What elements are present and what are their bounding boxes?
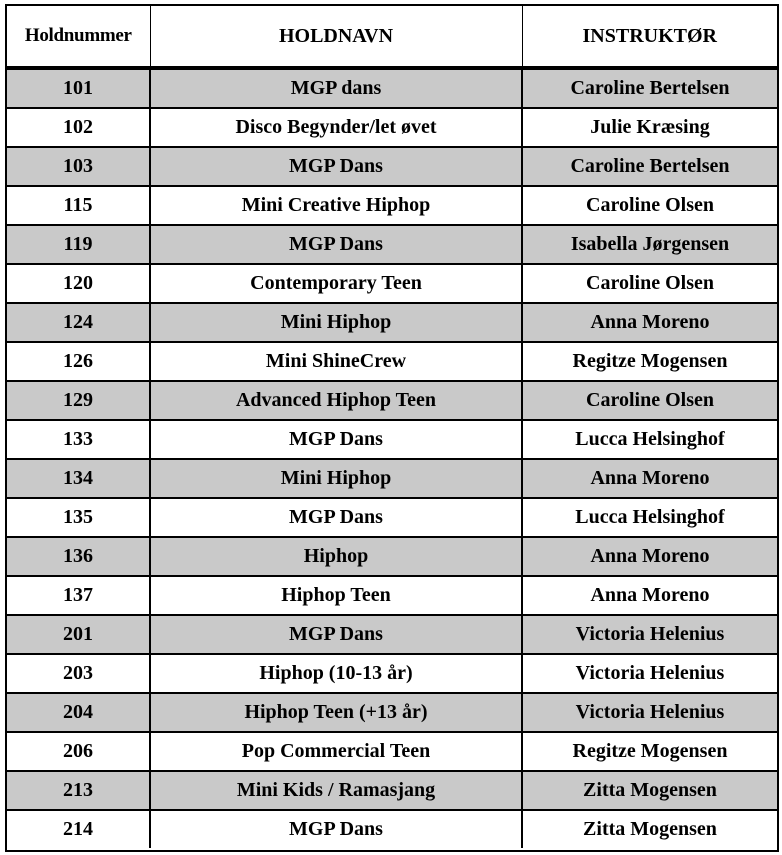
cell-instruktor: Lucca Helsinghof [522, 420, 777, 459]
cell-holdnavn: MGP Dans [150, 810, 522, 848]
table-row [7, 108, 777, 147]
cell-holdnavn: MGP Dans [150, 225, 522, 264]
table-row [7, 810, 777, 848]
cell-instruktor: Caroline Bertelsen [522, 147, 777, 186]
cell-holdnavn: Contemporary Teen [150, 264, 522, 303]
cell-holdnavn: Hiphop Teen (+13 år) [150, 693, 522, 732]
cell-holdnummer: 119 [7, 225, 150, 264]
cell-holdnavn: MGP dans [150, 68, 522, 108]
cell-instruktor: Anna Moreno [522, 576, 777, 615]
cell-holdnavn: Hiphop (10-13 år) [150, 654, 522, 693]
table-row [7, 654, 777, 693]
class-table-frame [5, 4, 779, 852]
table-row [7, 68, 777, 108]
table-row [7, 381, 777, 420]
cell-holdnummer: 115 [7, 186, 150, 225]
cell-holdnummer: 136 [7, 537, 150, 576]
cell-holdnavn: Mini Hiphop [150, 303, 522, 342]
cell-instruktor: Anna Moreno [522, 459, 777, 498]
table-row [7, 771, 777, 810]
cell-instruktor: Zitta Mogensen [522, 810, 777, 848]
cell-holdnummer: 213 [7, 771, 150, 810]
cell-instruktor: Lucca Helsinghof [522, 498, 777, 537]
table-row [7, 225, 777, 264]
cell-holdnavn: MGP Dans [150, 498, 522, 537]
cell-holdnummer: 133 [7, 420, 150, 459]
cell-holdnummer: 103 [7, 147, 150, 186]
cell-holdnummer: 134 [7, 459, 150, 498]
cell-holdnummer: 206 [7, 732, 150, 771]
cell-instruktor: Caroline Olsen [522, 381, 777, 420]
cell-holdnummer: 129 [7, 381, 150, 420]
table-row [7, 147, 777, 186]
cell-holdnummer: 124 [7, 303, 150, 342]
cell-holdnummer: 137 [7, 576, 150, 615]
cell-holdnavn: Hiphop Teen [150, 576, 522, 615]
cell-holdnavn: MGP Dans [150, 147, 522, 186]
cell-instruktor: Regitze Mogensen [522, 732, 777, 771]
cell-holdnavn: Disco Begynder/let øvet [150, 108, 522, 147]
table-row [7, 576, 777, 615]
cell-holdnavn: Pop Commercial Teen [150, 732, 522, 771]
cell-instruktor: Anna Moreno [522, 537, 777, 576]
cell-holdnavn: Hiphop [150, 537, 522, 576]
table-row [7, 420, 777, 459]
table-body [7, 68, 777, 848]
header-holdnavn: HOLDNAVN [150, 6, 522, 68]
cell-holdnummer: 120 [7, 264, 150, 303]
table-row [7, 498, 777, 537]
cell-instruktor: Caroline Bertelsen [522, 68, 777, 108]
cell-instruktor: Isabella Jørgensen [522, 225, 777, 264]
cell-holdnummer: 102 [7, 108, 150, 147]
class-table [7, 6, 777, 848]
cell-holdnavn: Mini Hiphop [150, 459, 522, 498]
cell-holdnavn: MGP Dans [150, 420, 522, 459]
table-row [7, 732, 777, 771]
cell-instruktor: Victoria Helenius [522, 654, 777, 693]
cell-holdnummer: 203 [7, 654, 150, 693]
cell-instruktor: Victoria Helenius [522, 693, 777, 732]
table-row [7, 342, 777, 381]
cell-holdnummer: 214 [7, 810, 150, 848]
table-row [7, 303, 777, 342]
cell-holdnavn: MGP Dans [150, 615, 522, 654]
cell-instruktor: Anna Moreno [522, 303, 777, 342]
cell-holdnavn: Mini Kids / Ramasjang [150, 771, 522, 810]
cell-instruktor: Victoria Helenius [522, 615, 777, 654]
table-row [7, 264, 777, 303]
header-instruktor: INSTRUKTØR [522, 6, 777, 68]
cell-instruktor: Caroline Olsen [522, 186, 777, 225]
header-row [7, 6, 777, 68]
cell-instruktor: Regitze Mogensen [522, 342, 777, 381]
cell-instruktor: Julie Kræsing [522, 108, 777, 147]
cell-holdnavn: Mini Creative Hiphop [150, 186, 522, 225]
cell-instruktor: Zitta Mogensen [522, 771, 777, 810]
cell-instruktor: Caroline Olsen [522, 264, 777, 303]
cell-holdnavn: Advanced Hiphop Teen [150, 381, 522, 420]
header-holdnummer: Holdnummer [7, 6, 150, 68]
cell-holdnummer: 201 [7, 615, 150, 654]
table-header [7, 6, 777, 68]
table-row [7, 459, 777, 498]
table-row [7, 537, 777, 576]
cell-holdnummer: 101 [7, 68, 150, 108]
table-row [7, 693, 777, 732]
cell-holdnavn: Mini ShineCrew [150, 342, 522, 381]
table-row [7, 186, 777, 225]
cell-holdnummer: 204 [7, 693, 150, 732]
cell-holdnummer: 135 [7, 498, 150, 537]
table-row [7, 615, 777, 654]
cell-holdnummer: 126 [7, 342, 150, 381]
